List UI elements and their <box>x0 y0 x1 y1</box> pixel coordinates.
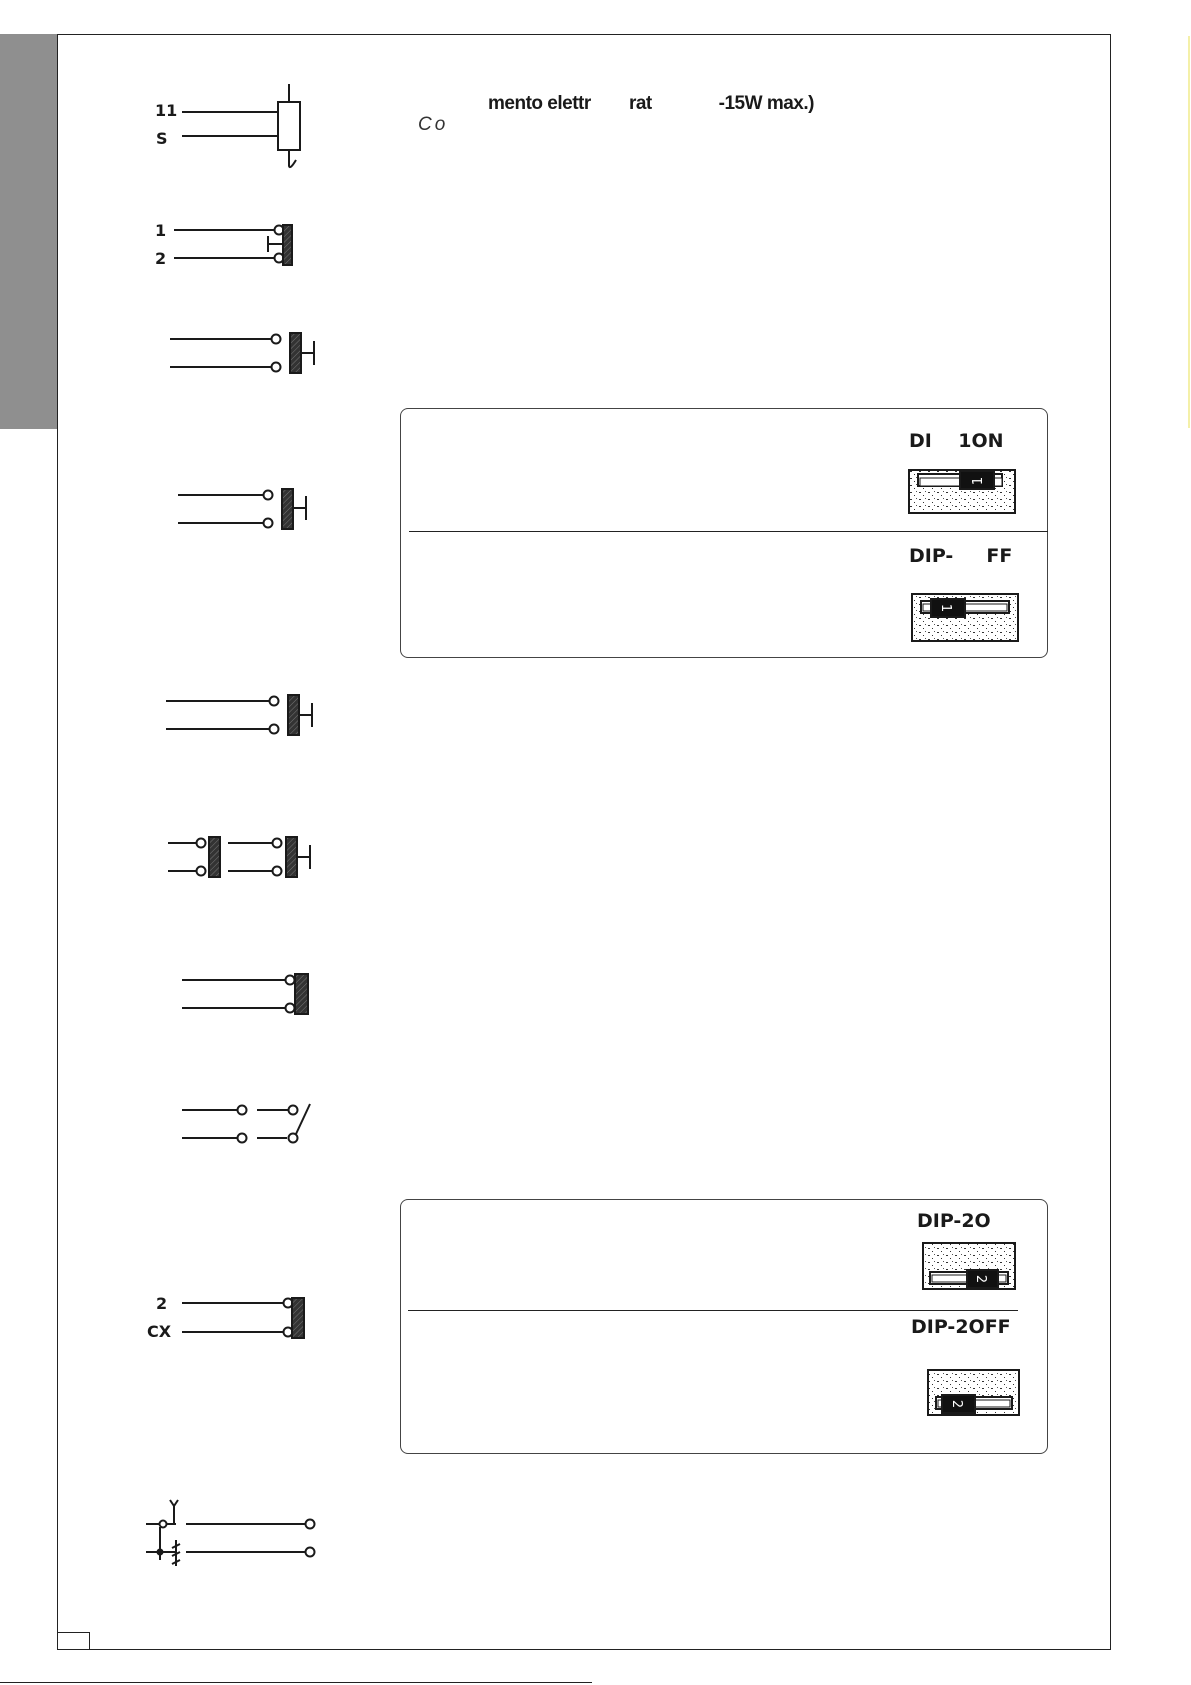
terminal-label-s: S <box>156 129 168 148</box>
dip-2-on-number: 2 <box>973 1274 988 1284</box>
dip-2-on-switch-graphic <box>923 1243 1015 1289</box>
push-button-symbol-1 <box>170 333 314 373</box>
switch-contact-symbol <box>182 1104 310 1143</box>
dip-1-on-switch-graphic <box>909 470 1015 513</box>
dip-2-on-label: DIP-2O <box>917 1210 991 1232</box>
dip-2-off-switch-graphic <box>928 1370 1019 1415</box>
section-headline: mento elettr rat -15W max.) <box>488 93 814 114</box>
antenna-ground-symbol <box>146 1500 315 1566</box>
terminal-label-1: 1 <box>155 221 167 240</box>
terminal-2-cx-symbol <box>182 1298 304 1338</box>
double-push-button-symbol <box>168 837 310 877</box>
dip-1-off-label: DIP- FF <box>909 545 1013 567</box>
dip-2-off-label: DIP-2OFF <box>911 1316 1011 1338</box>
electric-lock-symbol <box>182 84 300 167</box>
terminal-label-cx: CX <box>147 1322 172 1341</box>
dip-1-off-number: 1 <box>938 603 953 613</box>
terminal-label-11: 11 <box>155 101 178 120</box>
terminal-label-2-lower: 2 <box>156 1294 168 1313</box>
terminal-1-2-symbol <box>174 225 292 265</box>
dip-2-off-number: 2 <box>949 1399 964 1409</box>
push-button-symbol-3 <box>166 695 312 735</box>
dip-1-on-label: DI 1ON <box>909 430 1004 452</box>
dip-1-on-number: 1 <box>971 476 986 486</box>
terminal-block-symbol <box>182 974 308 1014</box>
section-subline: Co <box>418 114 449 135</box>
dip-1-off-switch-graphic <box>912 594 1018 641</box>
push-button-symbol-2 <box>178 489 306 529</box>
terminal-label-2: 2 <box>155 249 167 268</box>
